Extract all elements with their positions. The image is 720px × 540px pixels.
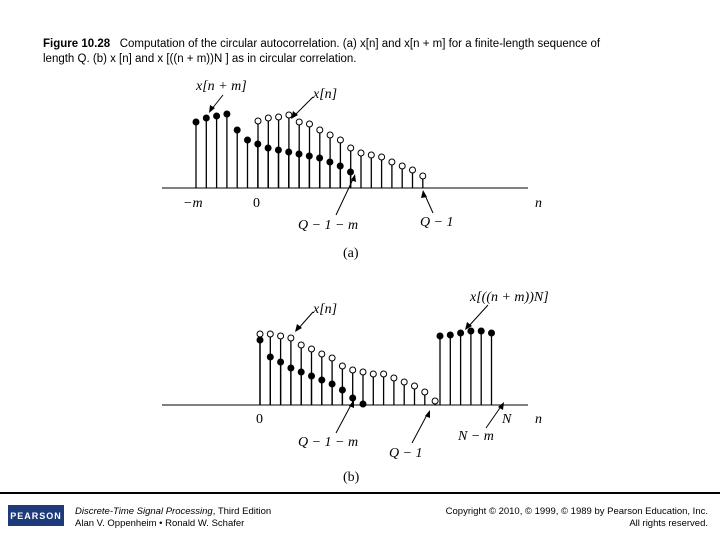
stem-x-circular-wrap-dot <box>489 330 495 336</box>
stem-x-n-b-dot <box>381 371 387 377</box>
label-q1m-a: Q − 1 − m <box>298 218 359 233</box>
stem-x-circular-dot <box>329 381 335 387</box>
stem-x-circular-wrap-dot <box>447 332 453 338</box>
stem-x-n-plus-m-dot <box>245 137 251 143</box>
panel-a-stems <box>193 111 426 188</box>
stem-x-n-b-dot <box>401 379 407 385</box>
stem-x-n-plus-m-dot <box>193 119 199 125</box>
arrow-q1m-a <box>336 177 354 215</box>
stem-x-n-b-dot <box>319 351 325 357</box>
book-edition: , Third Edition <box>212 506 272 517</box>
copyright-text: Copyright © 2010, © 1999, © 1989 by Pearson Education, Inc. <box>445 506 708 517</box>
arrowhead-q1-a <box>421 190 427 198</box>
stem-x-n-b-dot <box>309 346 315 352</box>
stem-x-n-dot <box>410 167 416 173</box>
tick-neg-m: −m <box>183 196 203 211</box>
stem-x-n-dot <box>296 119 302 125</box>
stem-x-n-plus-m-dot <box>234 127 240 133</box>
label-N-minus-m: N − m <box>458 429 494 444</box>
stem-x-n-b-dot <box>360 369 366 375</box>
tick-N: N <box>502 412 512 427</box>
label-q1m-b: Q − 1 − m <box>298 435 359 450</box>
stem-x-circular-wrap-dot <box>468 328 474 334</box>
stem-x-n-dot <box>337 137 343 143</box>
stem-x-circular-dot <box>288 365 294 371</box>
stem-x-n-dot <box>358 150 364 156</box>
label-x-circular: x[((n + m))N] <box>470 290 549 305</box>
stem-x-n-b-dot <box>350 367 356 373</box>
stem-x-n-dot <box>389 159 395 165</box>
stem-x-n-plus-m-dot <box>214 113 220 119</box>
panel-a-label: (a) <box>343 246 359 261</box>
arrow-N-minus-m <box>486 405 502 428</box>
stem-x-n-b-dot <box>267 331 273 337</box>
stem-x-circular-dot <box>267 354 273 360</box>
stem-x-n-b-dot <box>298 342 304 348</box>
arrow-x-n-a <box>294 97 313 116</box>
stem-x-n-b-dot <box>339 363 345 369</box>
stem-x-circular-wrap-dot <box>437 333 443 339</box>
stem-x-n-dot <box>265 115 271 121</box>
stem-x-n-dot <box>286 112 292 118</box>
copyright-block <box>446 506 708 530</box>
stem-x-n-b-dot <box>370 371 376 377</box>
stem-x-circular-wrap-dot <box>458 330 464 336</box>
stem-x-circular-dot <box>339 387 345 393</box>
figure-label: Figure 10.28 <box>43 38 111 50</box>
panel-b-stems <box>257 328 495 407</box>
stem-x-n-dot <box>399 163 405 169</box>
stem-x-n-b-dot <box>391 375 397 381</box>
stem-x-n-dot <box>327 132 333 138</box>
stem-x-circular-dot <box>350 395 356 401</box>
tick-zero-b: 0 <box>256 412 263 427</box>
axis-n-a: n <box>535 196 542 211</box>
rights-text: All rights reserved. <box>629 518 708 529</box>
book-title: Discrete-Time Signal Processing <box>75 506 213 517</box>
stem-x-n-dot <box>276 114 282 120</box>
arrow-x-n-b <box>298 312 313 329</box>
arrowhead-x-n-a <box>291 111 298 119</box>
label-q1-b: Q − 1 <box>389 446 423 461</box>
panel-b-label: (b) <box>343 470 360 485</box>
stem-x-n-dot <box>255 118 261 124</box>
arrow-x-circular <box>468 305 488 327</box>
arrow-q1-b <box>412 413 428 443</box>
stem-x-n-dot <box>317 127 323 133</box>
axis-n-b: n <box>535 412 542 427</box>
stem-x-n-dot <box>379 154 385 160</box>
label-x-n-b: x[n] <box>313 302 338 317</box>
label-x-n-plus-m: x[n + m] <box>196 79 247 94</box>
stem-x-n-b-dot <box>278 333 284 339</box>
label-q1-a: Q − 1 <box>420 215 454 230</box>
footer-rule <box>0 492 720 494</box>
stem-x-circular-dot <box>309 373 315 379</box>
stem-x-n-b-dot <box>329 355 335 361</box>
stem-x-circular-dot <box>319 377 325 383</box>
stem-x-n-b-dot <box>432 398 438 404</box>
stem-x-circular-dot <box>360 401 366 407</box>
arrow-q1m-b <box>336 403 352 433</box>
caption-line-2: length Q. (b) x [n] and x [((n + m))N ] as in circular correlation. <box>43 53 357 65</box>
stem-x-n-b-dot <box>257 331 263 337</box>
tick-zero-a: 0 <box>253 196 260 211</box>
stem-x-n-dot <box>368 152 374 158</box>
book-authors: Alan V. Oppenheim • Ronald W. Schafer <box>75 518 245 529</box>
book-info <box>75 506 271 530</box>
caption-line-1: Computation of the circular autocorrelation. (a) x[n] and x[n + m] for a finite-length sequence of <box>119 38 601 50</box>
stem-x-n-dot <box>348 145 354 151</box>
stem-x-circular-dot <box>257 337 263 343</box>
stem-x-n-b-dot <box>412 383 418 389</box>
stem-x-n-dot <box>307 121 313 127</box>
stem-x-n-plus-m-dot <box>203 115 209 121</box>
pearson-logo: PEARSON <box>8 505 64 526</box>
stem-x-n-plus-m-dot <box>224 111 230 117</box>
stem-x-n-b-dot <box>422 389 428 395</box>
stem-x-n-b-dot <box>288 335 294 341</box>
stem-x-circular-dot <box>278 359 284 365</box>
stem-x-circular-wrap-dot <box>478 328 484 334</box>
stem-x-circular-dot <box>298 369 304 375</box>
label-x-n-a: x[n] <box>313 87 338 102</box>
stem-x-n-dot <box>420 173 426 179</box>
